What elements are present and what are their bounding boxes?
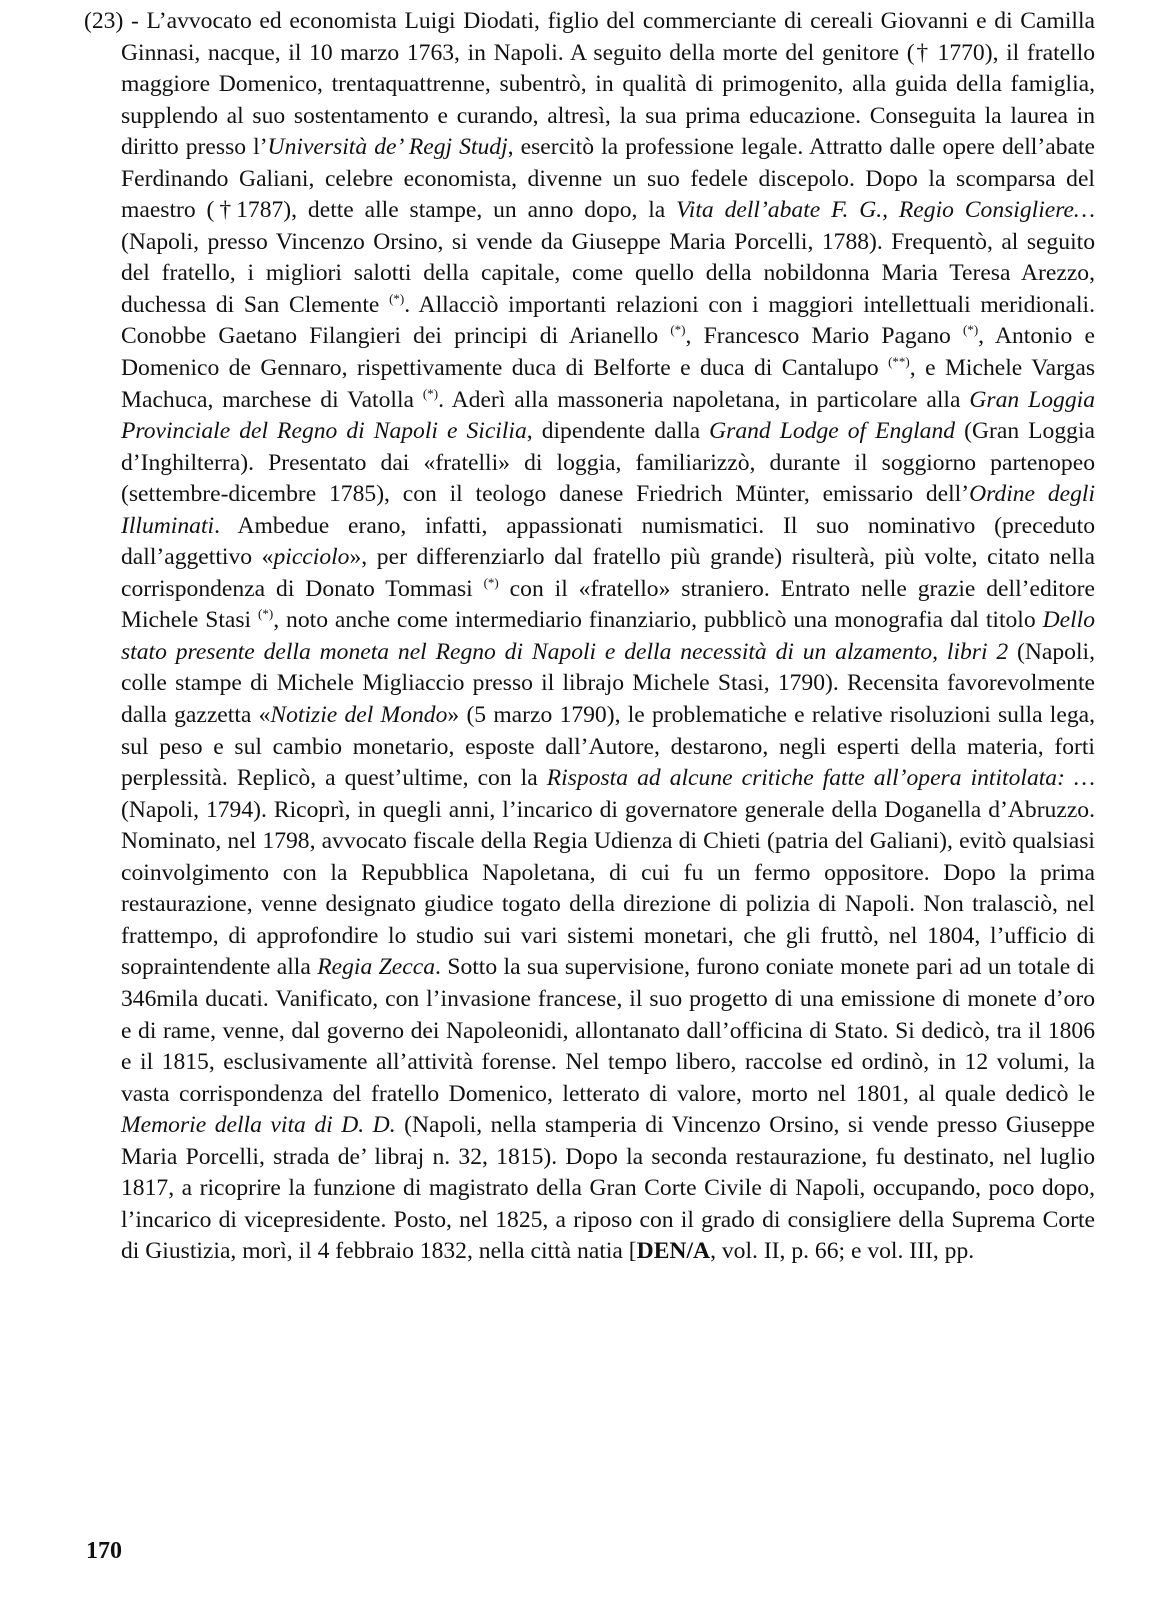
text-run: , Francesco Mario Pagano <box>685 323 963 350</box>
italic-title: Risposta ad alcune critiche fatte all’opera intitolata: … <box>546 765 1095 792</box>
text-run: , e Michele Vargas Machuca, marchese di Vatolla <box>121 355 1095 413</box>
text-run: , noto anche come intermediario finanziario, pubblicò una monografia dal titolo <box>273 607 1043 634</box>
note-marker: (*) <box>422 385 439 401</box>
italic-title: Dello stato presente della moneta nel Regno di Napoli e della necessità di un alzamento, libri 2 <box>121 607 1096 665</box>
note-marker: (*) <box>963 322 979 338</box>
note-marker: (*) <box>258 606 274 622</box>
note-marker: (*) <box>670 322 686 338</box>
text-run: . Sotto la sua supervisione, furono coniate monete pari ad un totale di 346mila ducati. Vanificato, con l’invasione francese, il suo progetto di una emissione di monete d’oro e di rame, venne, dal governo dei Napoleonidi, allontanato dall’officina di Stato. Si dedicò, tra il 1806 e il 1815, esclusivamente all’attività forense. Nel tempo libero, raccolse ed ordinò, in 12 volumi, la vasta corrispondenza del fratello Domenico, letterato di valore, morto nel 1801, al quale dedicò le <box>121 954 1095 1107</box>
italic-title: Regia Zecca <box>317 954 436 981</box>
italic-title: Università de’ Regj Studj <box>267 134 508 161</box>
footnote-23-text <box>84 6 1095 1268</box>
note-marker: (*) <box>483 574 499 590</box>
italic-title: Notizie del Mondo <box>270 702 448 729</box>
note-marker: (*) <box>389 290 405 306</box>
page-number: 170 <box>86 1538 122 1564</box>
text-run: (Napoli, 1794). Ricoprì, in quegli anni, l’incarico di governatore generale della Doganella d’Abruzzo. Nominato, nel 1798, avvocato fiscale della Regia Udienza di Chieti (patria del Galiani), evitò qualsiasi coinvolgimento con la Repubblica Napoletana, di cui fu un fermo oppositore. Dopo la prima restaurazione, venne designato giudice togato della direzione di polizia di Napoli. Non tralasciò, nel frattempo, di approfondire lo studio sui vari sistemi monetari, che gli fruttò, nel 1804, l’ufficio di sopraintendente alla <box>121 796 1095 981</box>
text-run: . Aderì alla massoneria napoletana, in particolare alla <box>438 386 970 413</box>
text-run: », per differenziarlo dal fratello più grande) risulterà, più volte, citato nella corrispondenza di Donato Tommasi <box>121 544 1095 602</box>
text-run: con il «fratello» straniero. Entrato nelle grazie dell’editore Michele Stasi <box>121 575 1095 634</box>
italic-title: picciolo <box>273 544 350 571</box>
text-run: (Napoli, nella stamperia di Vincenzo Orsino, si vende presso Giuseppe Maria Porcelli, strada de’ libraj n. 32, 1815). Dopo la seconda restaurazione, fu destinato, nel luglio 1817, a ricoprire la funzione di magistrato della Gran Corte Civile di Napoli, occupando, poco dopo, l’incarico di vicepresidente. Posto, nel 1825, a riposo con il grado di consigliere della Suprema Corte di Giustizia, morì, il 4 febbraio 1832, nella città natia [ <box>121 1112 1095 1265</box>
text-run: , dipendente dalla <box>526 418 710 445</box>
italic-title: Vita dell’abate F. G., Regio Consigliere… <box>676 197 1095 224</box>
text-run: (Napoli, presso Vincenzo Orsino, si vende da Giuseppe Maria Porcelli, 1788). Frequentò, al seguito del fratello, i migliori salotti della capitale, come quello della nobildonna Maria Teresa Arezzo, duchessa di San Clemente <box>121 228 1095 318</box>
text-run: (23) - L’avvocato ed economista Luigi Diodati, figlio del commerciante di cereali Giovanni e di Camilla Ginnasi, nacque, il 10 marzo 1763, in Napoli. A seguito della morte del genitore († 1770), il fratello maggiore Domenico, trentaquattrenne, subentrò, in qualità di primogenito, alla guida della famiglia, supplendo al suo sostentamento e curando, altresì, la sua prima educazione. Conseguita la laurea in diritto presso l’ <box>84 8 1095 161</box>
italic-title: Ordine degli Illuminati <box>121 481 1096 539</box>
text-run: . Allacciò importanti relazioni con i maggiori intellettuali meridionali. Conobbe Gaetano Filangieri dei principi di Arianello <box>121 291 1095 350</box>
note-marker: (**) <box>888 354 910 370</box>
italic-title: Gran Loggia Provinciale del Regno di Napoli e Sicilia <box>121 386 1095 445</box>
text-run: (Napoli, colle stampe di Michele Migliaccio presso il librajo Michele Stasi, 1790). Recensita favorevolmente dalla gazzetta « <box>121 638 1095 729</box>
text-run: , vol. II, p. 66; e vol. III, pp. <box>710 1238 975 1265</box>
text-run: , esercitò la professione legale. Attratto dalle opere dell’abate Ferdinando Galiani, celebre economista, divenne un suo fedele discepolo. Dopo la scomparsa del maestro (†1787), dette alle stampe, un anno dopo, la <box>121 134 1095 224</box>
text-run: . Ambedue erano, infatti, appassionati numismatici. Il suo nominativo (preceduto dall’aggettivo « <box>121 512 1095 571</box>
italic-title: Grand Lodge of England <box>709 418 956 445</box>
text-run: » (5 marzo 1790), le problematiche e relative risoluzioni sulla lega, sul peso e sul cambio monetario, esposte dall’Autore, destarono, negli esperti della materia, forti perplessità. Replicò, a quest’ultime, con la <box>121 702 1095 792</box>
text-run: (Gran Loggia d’Inghilterra). Presentato dai «fratelli» di loggia, familiarizzò, durante il soggiorno partenopeo (settembre-dicembre 1785), con il teologo danese Friedrich Münter, emissario dell’ <box>121 418 1095 508</box>
text-run: , Antonio e Domenico de Gennaro, rispettivamente duca di Belforte e duca di Cantalupo <box>121 323 1095 382</box>
italic-title: Memorie della vita di D. D. <box>121 1112 396 1139</box>
bold-reference: DEN/A <box>636 1238 711 1265</box>
